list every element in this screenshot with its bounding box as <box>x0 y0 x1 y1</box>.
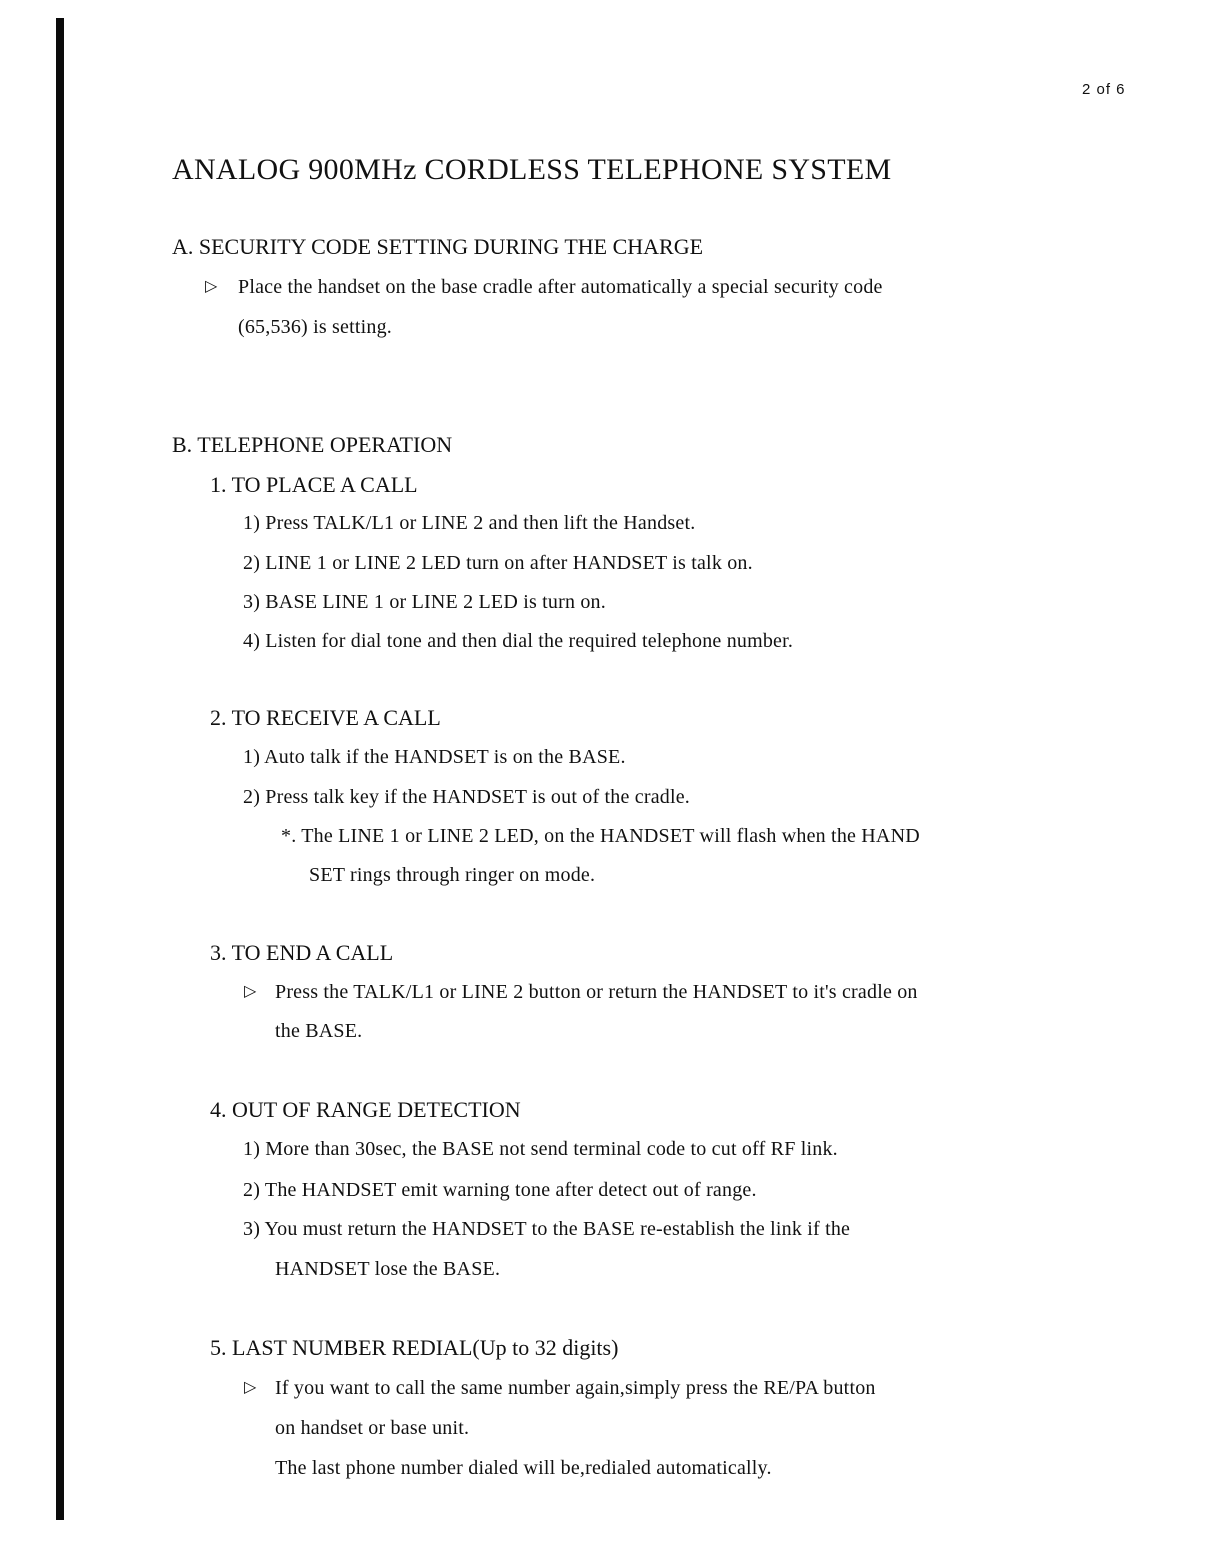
note-line: SET rings through ringer on mode. <box>309 864 596 886</box>
list-item: 1) More than 30sec, the BASE not send terminal code to cut off RF link. <box>243 1138 838 1160</box>
subsection-heading: 1. TO PLACE A CALL <box>210 472 418 497</box>
subsection-heading: 2. TO RECEIVE A CALL <box>210 705 441 730</box>
body-line: Press the TALK/L1 or LINE 2 button or return the HANDSET to it's cradle on <box>275 981 918 1003</box>
note-line: *. The LINE 1 or LINE 2 LED, on the HANDSET will flash when the HAND <box>281 825 920 847</box>
triangle-bullet-icon: ▷ <box>244 983 257 1000</box>
list-item: 2) Press talk key if the HANDSET is out of the cradle. <box>243 786 691 808</box>
section-a-heading: A. SECURITY CODE SETTING DURING THE CHARGE <box>172 234 704 259</box>
body-line: If you want to call the same number again,simply press the RE/PA button <box>275 1377 876 1399</box>
section-a-line: (65,536) is setting. <box>238 316 392 338</box>
section-b-heading: B. TELEPHONE OPERATION <box>172 432 453 457</box>
list-item: 2) The HANDSET emit warning tone after detect out of range. <box>243 1179 757 1201</box>
scan-edge-bar <box>56 18 64 1520</box>
list-item: 1) Auto talk if the HANDSET is on the BASE. <box>243 746 626 768</box>
subsection-heading: 4. OUT OF RANGE DETECTION <box>210 1097 521 1122</box>
list-item: 3) You must return the HANDSET to the BASE re-establish the link if the <box>243 1218 851 1240</box>
body-line: The last phone number dialed will be,redialed automatically. <box>275 1457 772 1479</box>
triangle-bullet-icon: ▷ <box>244 1379 257 1396</box>
section-a-line: Place the handset on the base cradle after automatically a special security code <box>238 276 883 298</box>
subsection-heading: 3. TO END A CALL <box>210 940 394 965</box>
document-title: ANALOG 900MHz CORDLESS TELEPHONE SYSTEM <box>172 153 892 186</box>
subsection-heading: 5. LAST NUMBER REDIAL(Up to 32 digits) <box>210 1335 619 1360</box>
list-item: 2) LINE 1 or LINE 2 LED turn on after HANDSET is talk on. <box>243 552 753 574</box>
page-number: 2 of 6 <box>1082 81 1126 98</box>
body-line: on handset or base unit. <box>275 1417 470 1439</box>
list-item: 4) Listen for dial tone and then dial the required telephone number. <box>243 630 794 652</box>
list-item: HANDSET lose the BASE. <box>275 1258 501 1280</box>
body-line: the BASE. <box>275 1020 363 1042</box>
triangle-bullet-icon: ▷ <box>205 278 218 295</box>
list-item: 1) Press TALK/L1 or LINE 2 and then lift the Handset. <box>243 512 696 534</box>
list-item: 3) BASE LINE 1 or LINE 2 LED is turn on. <box>243 591 606 613</box>
